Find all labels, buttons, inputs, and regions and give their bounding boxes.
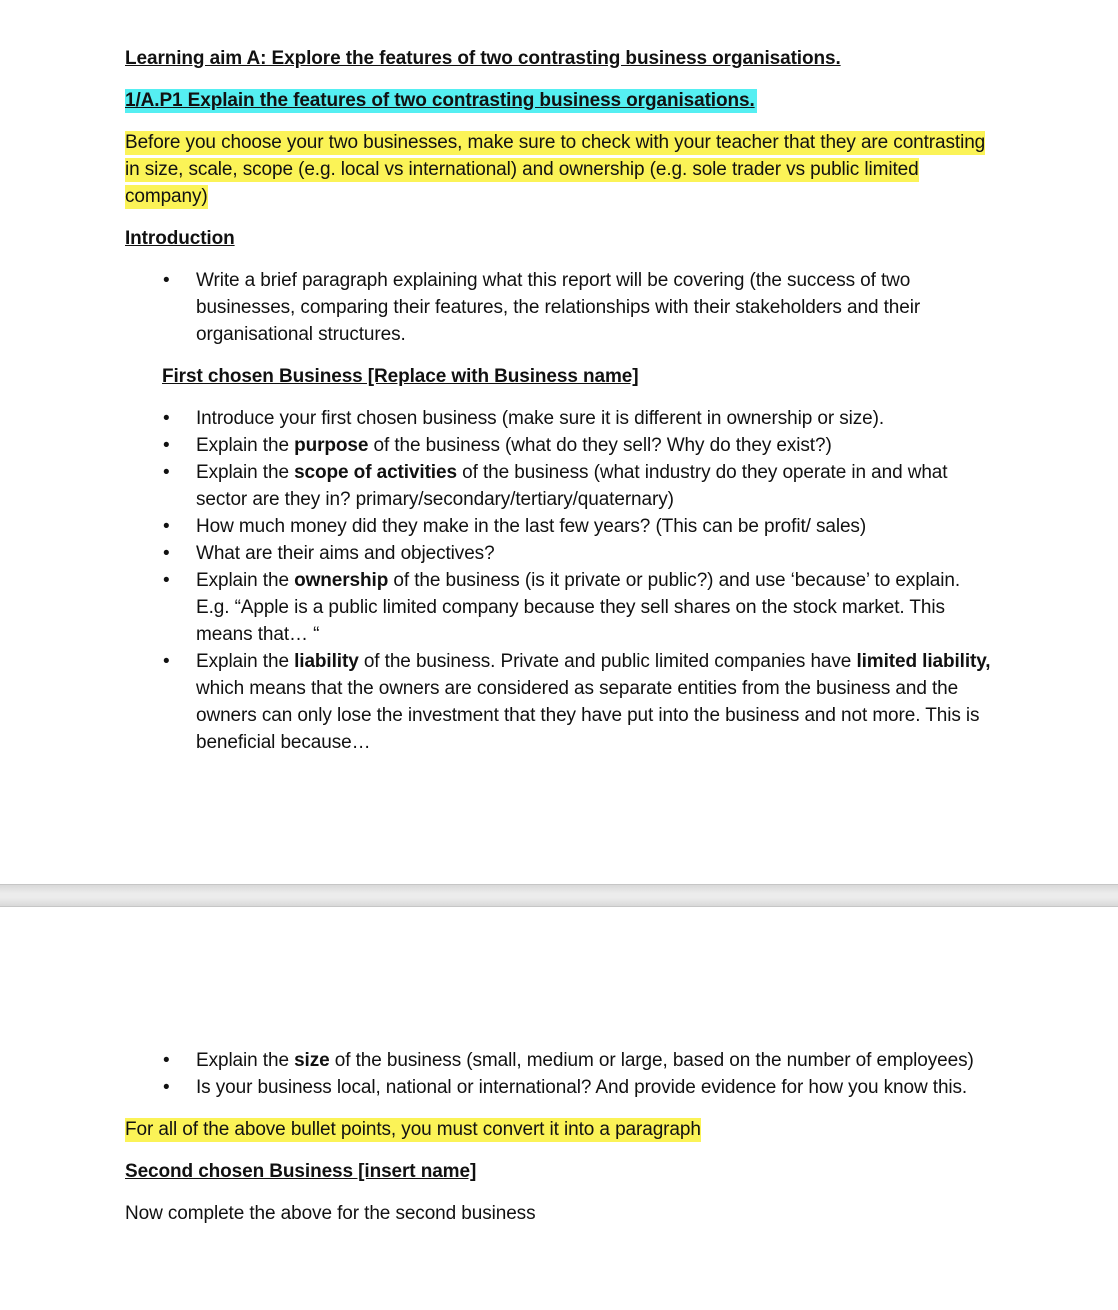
learning-aim-heading: Learning aim A: Explore the features of two contrasting business organisations. (125, 48, 841, 69)
page-2-content (125, 1047, 993, 1227)
page-break-divider (0, 884, 1118, 907)
first-business-heading: First chosen Business [Replace with Business name] (162, 366, 639, 387)
bullet-item: • Explain the purpose of the business (what do they sell? Why do they exist?) (125, 432, 993, 459)
second-page-bullet-list (125, 1047, 993, 1101)
second-business-heading: Second chosen Business [insert name] (125, 1161, 477, 1182)
bullet-item: • Explain the ownership of the business (is it private or public?) and use ‘because’ to explain. E.g. “Apple is a public limited company because they sell shares on the stock market. This means that… “ (125, 567, 993, 648)
bullet-item: • Write a brief paragraph explaining what this report will be covering (the success of two businesses, comparing their features, the relationships with their stakeholders and their organisational structures. (125, 267, 993, 348)
closing-paragraph: Now complete the above for the second business (125, 1203, 536, 1224)
bullet-item: • Explain the size of the business (small, medium or large, based on the number of employees) (125, 1047, 993, 1074)
criterion-heading-highlight: 1/A.P1 Explain the features of two contrasting business organisations. (125, 90, 755, 111)
bullet-item: • Is your business local, national or international? And provide evidence for how you know this. (125, 1074, 993, 1101)
paragraph-note (125, 1116, 993, 1143)
criterion-heading (125, 87, 993, 114)
bullet-item: • Explain the scope of activities of the business (what industry do they operate in and what sector are they in? primary/secondary/tertiary/quaternary) (125, 459, 993, 513)
introduction-bullet-list (125, 267, 993, 348)
document-page-2 (0, 907, 1118, 1310)
bullet-item: • Explain the liability of the business. Private and public limited companies have limited liability, which means that the owners are considered as separate entities from the business and the owners can only lose the investment that they have put into the business and not more. This is beneficial because… (125, 648, 993, 756)
teacher-note-highlight: Before you choose your two businesses, make sure to check with your teacher that they are contrasting in size, scale, scope (e.g. local vs international) and ownership (e.g. sole trader vs public limited company) (125, 132, 986, 207)
paragraph-note-highlight: For all of the above bullet points, you must convert it into a paragraph (125, 1119, 701, 1140)
page-1-content (125, 45, 993, 756)
teacher-note (125, 129, 993, 210)
bullet-item: • Introduce your first chosen business (make sure it is different in ownership or size). (125, 405, 993, 432)
bullet-item: • What are their aims and objectives? (125, 540, 993, 567)
bullet-item: • How much money did they make in the last few years? (This can be profit/ sales) (125, 513, 993, 540)
first-business-bullet-list (125, 405, 993, 756)
introduction-heading: Introduction (125, 228, 235, 249)
